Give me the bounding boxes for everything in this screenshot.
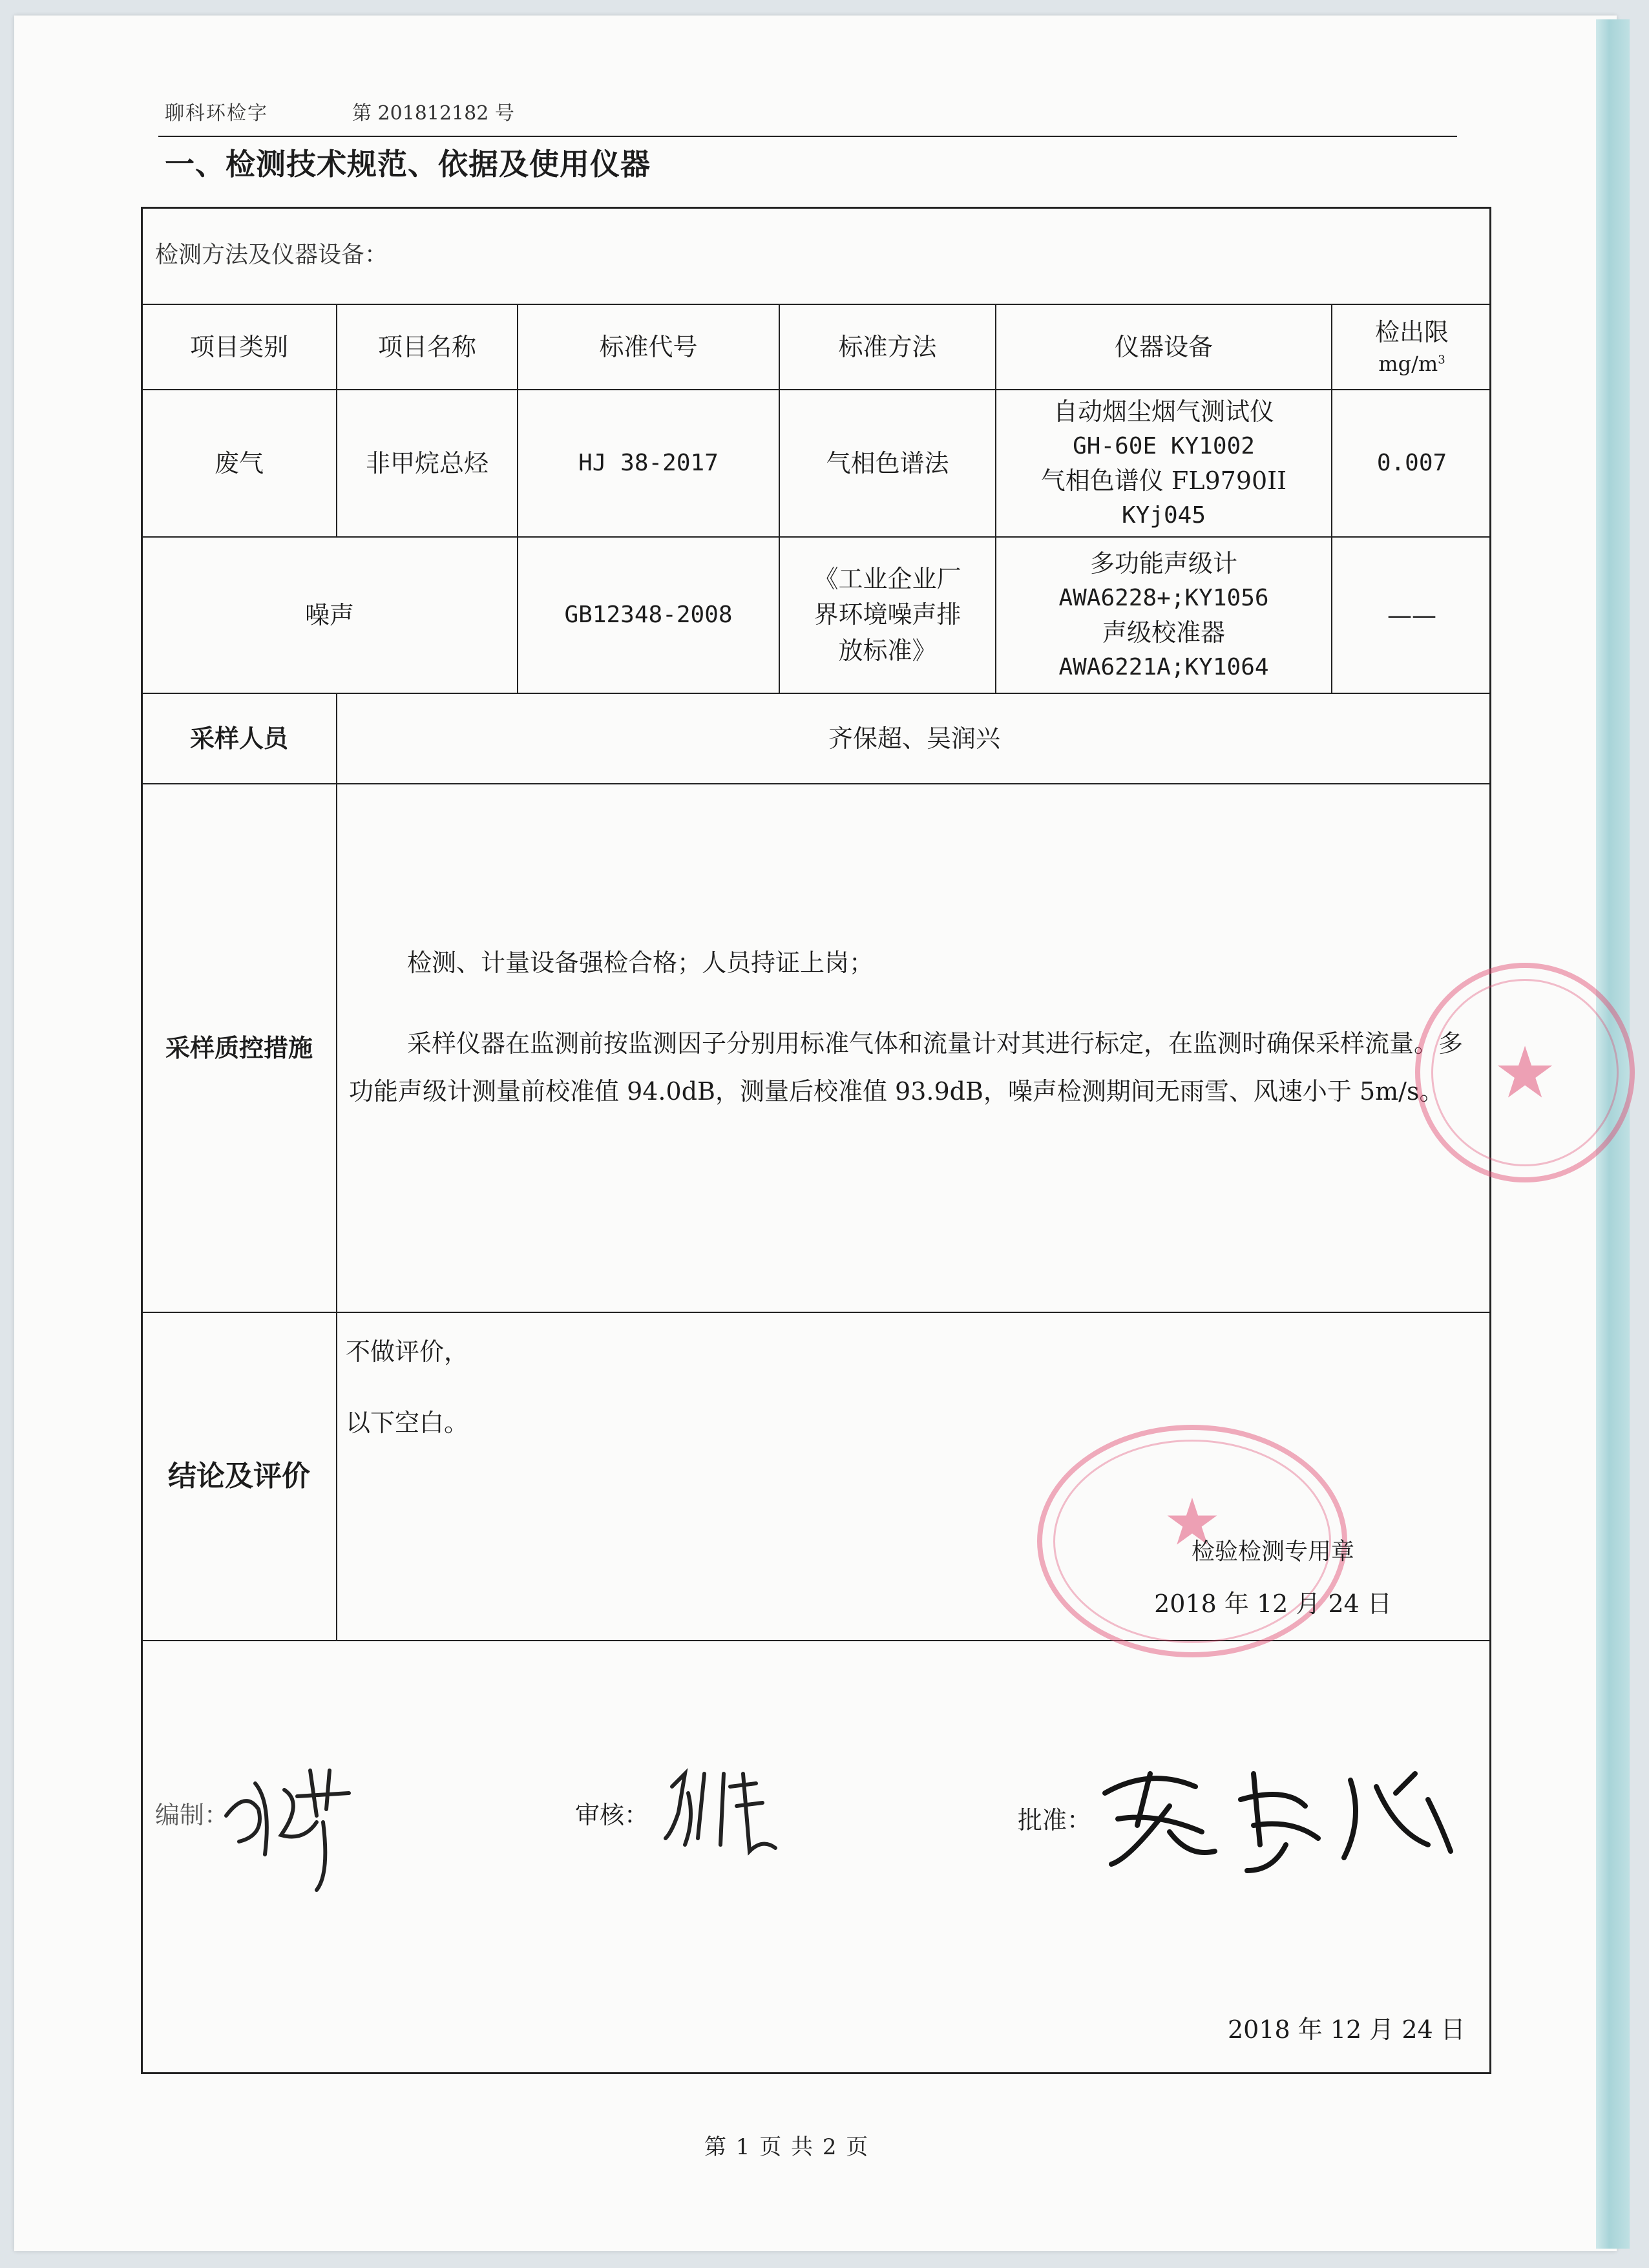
- row2-equipment-line: AWA6221A;KY1064: [1058, 654, 1269, 681]
- col-header-code: 标准代号: [599, 332, 698, 361]
- row2-equipment: [996, 538, 1331, 693]
- reviewed-signature: [659, 1761, 788, 1858]
- row1-code: HJ 38-2017: [578, 450, 719, 476]
- col-header-name: 项目名称: [377, 332, 476, 361]
- label-col-rule: [336, 693, 337, 1640]
- org-code: 聊科环检字: [165, 102, 268, 125]
- row1-equipment-line: GH-60E KY1002: [1073, 432, 1255, 459]
- reviewed-label: 审核：: [575, 1801, 649, 1829]
- row2-method-line: 《工业企业厂: [814, 565, 961, 594]
- row2-method-line: 放标准》: [838, 636, 937, 665]
- row2-limit: ——: [1387, 600, 1436, 629]
- row2-equipment-line: 声级校准器: [1102, 618, 1225, 647]
- col-header-equipment: 仪器设备: [1114, 332, 1213, 361]
- conclusion-line-2: 以下空白。: [346, 1409, 469, 1437]
- compiled-label: 编制：: [155, 1801, 229, 1829]
- rule-after-samplers: [142, 783, 1491, 784]
- approved-signature: [1092, 1748, 1454, 1877]
- signature-date: 2018 年 12 月 24 日: [1228, 2015, 1465, 2044]
- compiled-signature: [220, 1745, 362, 1893]
- conclusion-label: 结论及评价: [168, 1460, 310, 1493]
- col-header-limit: [1332, 305, 1491, 389]
- stamp-star-icon: ★: [1493, 1031, 1557, 1114]
- samplers-value: 齐保超、吴润兴: [828, 724, 1000, 753]
- row2-method: [780, 538, 995, 693]
- row2-code: GB12348-2008: [564, 602, 733, 628]
- qc-paragraph-1: 检测、计量设备强检合格；人员持证上岗；: [407, 949, 874, 977]
- stamp-star-icon: ★: [1163, 1484, 1221, 1560]
- row1-category: 废气: [214, 448, 264, 478]
- row2-method-line: 界环境噪声排: [814, 600, 961, 629]
- col-header-method: 标准方法: [838, 332, 937, 361]
- qc-label: 采样质控措施: [165, 1033, 313, 1062]
- limit-unit-sup: 3: [1438, 353, 1445, 367]
- methods-label: 检测方法及仪器设备：: [155, 242, 388, 268]
- approved-label: 批准：: [1018, 1806, 1092, 1834]
- row2-category: 噪声: [304, 600, 354, 629]
- stamp-date: 2018 年 12 月 24 日: [1154, 1590, 1392, 1618]
- row1-equipment-line: KYj045: [1121, 502, 1206, 529]
- page-footer: 第 1 页 共 2 页: [704, 2134, 870, 2160]
- limit-unit-base: mg/m: [1378, 352, 1438, 377]
- limit-header-text: 检出限: [1374, 318, 1449, 346]
- row1-equipment-line: 气相色谱仪 FL9790II: [1040, 467, 1287, 495]
- col-header-category: 项目类别: [189, 332, 288, 361]
- limit-unit: [1378, 350, 1445, 379]
- rule-after-conclusion: [142, 1640, 1491, 1641]
- qc-paragraph-2: 采样仪器在监测前按监测因子分别用标准气体和流量计对其进行标定，在监测时确保采样流量。多功能声级计测量前校准值 94.0dB，测量后校准值 93.9dB，噪声检测期间无雨雪、风速小于 5m/s。: [349, 1029, 1464, 1106]
- row1-limit: 0.007: [1376, 450, 1447, 476]
- row2-equipment-line: AWA6228+;KY1056: [1058, 584, 1269, 611]
- inspection-stamp-qc: [1415, 963, 1635, 1182]
- rule-after-qc: [142, 1312, 1491, 1313]
- stamp-inner-ring: [1431, 979, 1619, 1166]
- row1-method: 气相色谱法: [826, 448, 949, 478]
- header-rule: [158, 136, 1457, 137]
- report-number: 第 201812182 号: [352, 102, 514, 125]
- row2-equipment-line: 多功能声级计: [1089, 549, 1237, 578]
- samplers-label: 采样人员: [189, 724, 288, 753]
- stamp-caption: 检验检测专用章: [1191, 1538, 1354, 1565]
- conclusion-line-1: 不做评价，: [346, 1338, 469, 1366]
- section-title: 一、检测技术规范、依据及使用仪器: [165, 147, 651, 182]
- row1-equipment: [996, 390, 1331, 536]
- row1-equipment-line: 自动烟尘烟气测试仪: [1053, 397, 1274, 426]
- row1-name: 非甲烷总烃: [365, 448, 488, 478]
